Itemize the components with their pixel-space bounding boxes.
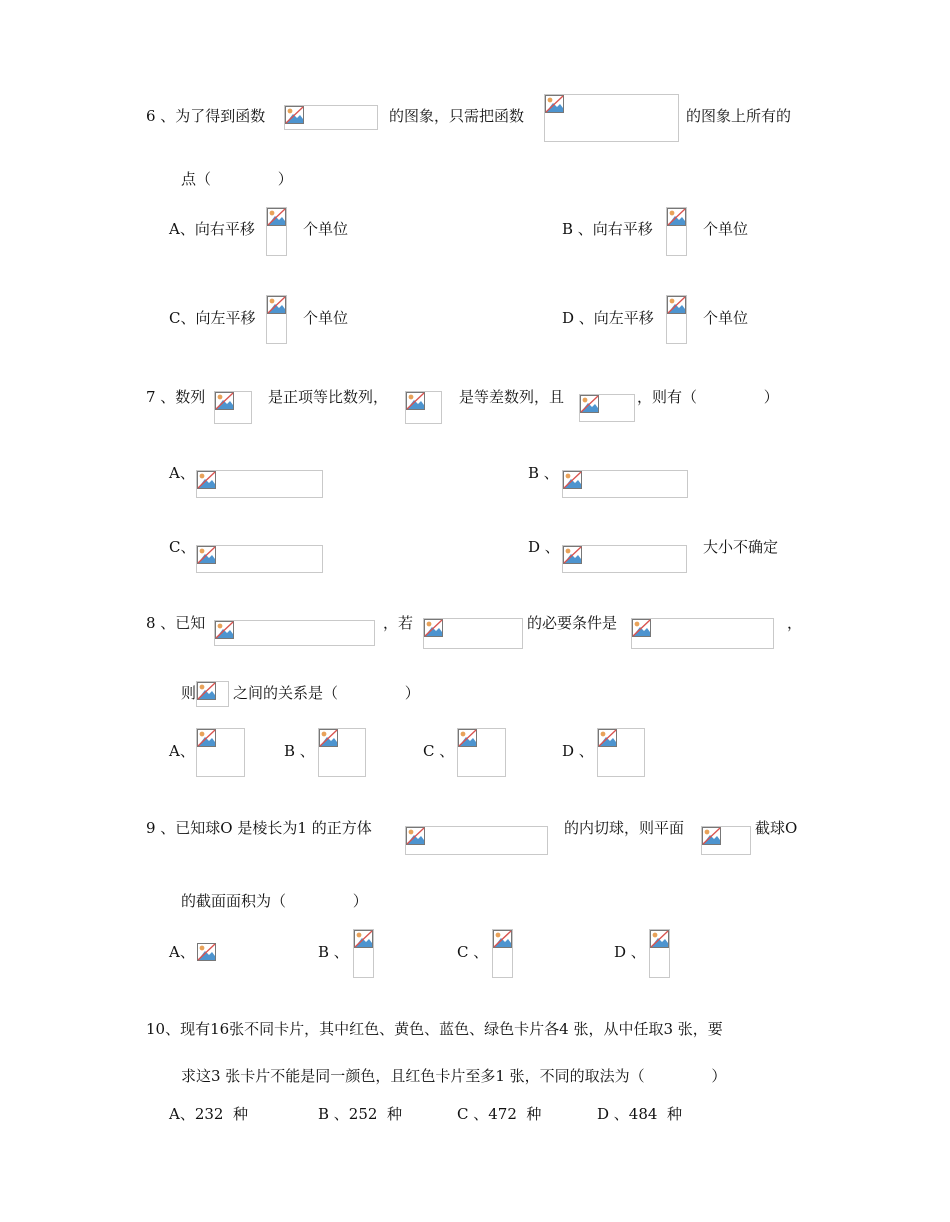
q9-option-d-label: D 、: [614, 943, 646, 961]
q9-option-c-image: [492, 929, 513, 978]
q10-stem-line2: 求这3 张卡片不能是同一颜色，且红色卡片至多1 张，不同的取法为（ ）: [181, 1067, 727, 1085]
q8-stem-line2-part1: 则: [181, 684, 197, 702]
q7-formula-image-2: [405, 391, 442, 424]
q8-formula-image-4: [196, 681, 229, 707]
q6-option-d-unit: 个单位: [703, 309, 749, 327]
broken-image-icon: [650, 930, 669, 948]
broken-image-icon: [267, 208, 286, 226]
q6-option-b-label: B 、向右平移: [562, 220, 653, 238]
q8-option-c-image: [457, 728, 506, 777]
broken-image-icon: [545, 95, 564, 113]
broken-image-icon: [197, 546, 216, 564]
q6-option-d-label: D 、向左平移: [562, 309, 654, 327]
q6-option-d-image: [666, 295, 687, 344]
broken-image-icon: [354, 930, 373, 948]
q8-option-d-image: [597, 728, 645, 777]
broken-image-icon: [424, 619, 443, 637]
broken-image-icon: [285, 106, 304, 124]
q8-option-c-label: C 、: [423, 742, 455, 760]
q9-stem-part2: 的内切球，则平面: [564, 819, 685, 837]
broken-image-icon: [197, 682, 216, 700]
broken-image-icon: [667, 296, 686, 314]
q7-option-d-image: [562, 545, 687, 573]
q9-option-a-label: A、: [169, 943, 195, 961]
q7-option-b-image: [562, 470, 688, 498]
q8-stem-part3: 的必要条件是: [527, 614, 618, 632]
q6-option-a-unit: 个单位: [303, 220, 349, 238]
q8-formula-image-2: [423, 618, 523, 649]
broken-image-icon: [667, 208, 686, 226]
q7-option-c-image: [196, 545, 323, 573]
q7-option-a-label: A、: [169, 464, 195, 482]
q7-stem-part1: 7 、数列: [146, 388, 206, 406]
q10-option-a: A、232 种: [169, 1105, 248, 1123]
q8-formula-image-3: [631, 618, 774, 649]
broken-image-icon: [197, 471, 216, 489]
q6-option-c-label: C、向左平移: [169, 309, 256, 327]
q6-formula-image-2: [544, 94, 679, 142]
broken-image-icon: [598, 729, 617, 747]
q10-stem-line1: 10、现有16张不同卡片，其中红色、黄色、蓝色、绿色卡片各4 张，从中任取3 张，要: [146, 1020, 723, 1038]
q8-stem-line2-part2: 之间的关系是（ ）: [233, 684, 420, 702]
broken-image-icon: [632, 619, 651, 637]
q6-option-c-unit: 个单位: [303, 309, 349, 327]
broken-image-icon: [458, 729, 477, 747]
q9-option-b-label: B 、: [318, 943, 349, 961]
q7-formula-image-3: [579, 394, 635, 422]
q9-option-a-image: [197, 943, 216, 962]
q8-formula-image-1: [214, 620, 375, 646]
q8-option-b-image: [318, 728, 366, 777]
q7-option-d-label: D 、: [528, 538, 560, 556]
broken-image-icon: [197, 943, 216, 961]
q10-option-d: D 、484 种: [597, 1105, 682, 1123]
q8-option-a-label: A、: [169, 742, 195, 760]
q6-option-a-image: [266, 207, 287, 256]
broken-image-icon: [406, 827, 425, 845]
q9-option-b-image: [353, 929, 374, 978]
q7-option-d-text: 大小不确定: [703, 538, 779, 556]
broken-image-icon: [406, 392, 425, 410]
q9-stem-part3: 截球O: [755, 819, 798, 837]
q9-option-c-label: C 、: [457, 943, 489, 961]
q10-option-c: C 、472 种: [457, 1105, 542, 1123]
broken-image-icon: [563, 546, 582, 564]
broken-image-icon: [215, 621, 234, 639]
broken-image-icon: [215, 392, 234, 410]
q6-option-a-label: A、向右平移: [169, 220, 255, 238]
broken-image-icon: [493, 930, 512, 948]
q8-stem-part1: 8 、已知: [146, 614, 206, 632]
broken-image-icon: [197, 729, 216, 747]
q8-option-d-label: D 、: [562, 742, 594, 760]
q7-stem-part4: ，则有（ ）: [637, 388, 779, 406]
q7-stem-part3: 是等差数列，且: [459, 388, 565, 406]
broken-image-icon: [563, 471, 582, 489]
q7-option-b-label: B 、: [528, 464, 559, 482]
q9-stem-line2: 的截面面积为（ ）: [181, 892, 368, 910]
q6-stem-part3: 的图象上所有的: [686, 107, 792, 125]
q8-stem-part4: ，: [787, 614, 803, 632]
q7-stem-part2: 是正项等比数列，: [268, 388, 389, 406]
q7-formula-image-1: [214, 391, 252, 424]
q6-stem-part2: 的图象，只需把函数: [389, 107, 525, 125]
q8-stem-part2: ，若: [383, 614, 414, 632]
q6-stem-line2: 点（ ）: [181, 170, 293, 188]
broken-image-icon: [267, 296, 286, 314]
broken-image-icon: [319, 729, 338, 747]
broken-image-icon: [702, 827, 721, 845]
q10-option-b: B 、252 种: [318, 1105, 402, 1123]
q7-option-a-image: [196, 470, 323, 498]
q6-option-b-image: [666, 207, 687, 256]
q9-formula-image-1: [405, 826, 548, 855]
q7-option-c-label: C、: [169, 538, 196, 556]
q6-formula-image-1: [284, 105, 378, 130]
q9-formula-image-2: [701, 826, 751, 855]
q8-option-b-label: B 、: [284, 742, 315, 760]
q6-stem-part1: 6 、为了得到函数: [146, 107, 266, 125]
q8-option-a-image: [196, 728, 245, 777]
q9-option-d-image: [649, 929, 670, 978]
q9-stem-part1: 9 、已知球O 是棱长为1 的正方体: [146, 819, 372, 837]
q6-option-b-unit: 个单位: [703, 220, 749, 238]
q6-option-c-image: [266, 295, 287, 344]
broken-image-icon: [580, 395, 599, 413]
